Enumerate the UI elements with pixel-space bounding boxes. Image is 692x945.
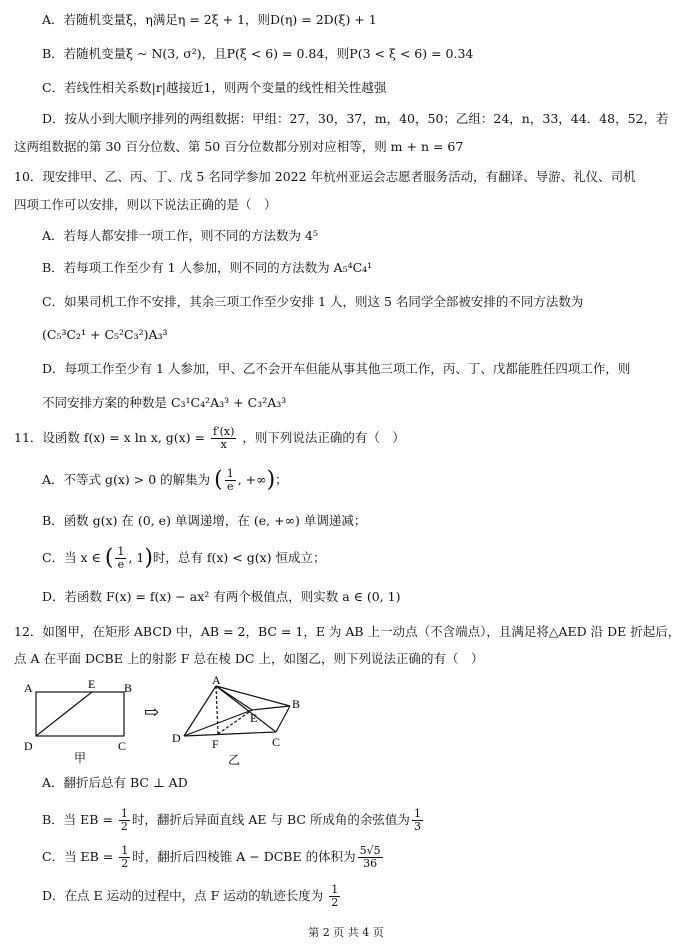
fig1-caption: 甲 — [74, 751, 87, 765]
page-footer: 第 2 页 共 4 页 — [308, 926, 384, 939]
q12-b-num2: 1 — [413, 807, 421, 820]
edge-fe-dashed — [218, 710, 252, 734]
q11-option-b: B．函数 g(x) 在 (0, e) 单调递增，在 (e, +∞) 单调递减； — [42, 513, 367, 528]
fig1-label-d: D — [24, 739, 33, 753]
fig2-label-f: F — [212, 737, 219, 751]
q12-b-num1: 1 — [120, 807, 128, 820]
q11-stem-denominator: x — [220, 438, 227, 451]
q9-option-a: A．若随机变量ξ，η满足η = 2ξ + 1，则D(η) = 2D(ξ) + 1 — [42, 12, 377, 27]
fig2-caption: 乙 — [228, 753, 241, 767]
q11-c-num: 1 — [117, 545, 125, 558]
q9-option-d-line2: 这两组数据的第 30 百分位数、第 50 百分位数都分别对应相等，则 m + n = 67 — [14, 139, 464, 154]
q12-option-c-text: C．当 EB = — [42, 849, 114, 864]
q10-option-b: B．若每项工作至少有 1 人参加，则不同的方法数为 A₅⁴C₄¹ — [42, 260, 373, 275]
open-paren: ( — [214, 467, 223, 493]
q11-option-c — [42, 546, 326, 571]
q10-option-d-line2: 不同安排方案的种数是 C₃¹C₄²A₃³ + C₃²A₃³ — [42, 395, 287, 410]
q12-option-d — [42, 884, 342, 909]
q12-option-c-mid: 时，翻折后四棱锥 A − DCBE 的体积为 — [132, 849, 356, 864]
q12-figures — [14, 674, 344, 770]
fig2-label-c: C — [272, 735, 281, 749]
close-paren: ) — [266, 467, 276, 493]
q10-stem-line1: 10．现安排甲、乙、丙、丁、戊 5 名同学参加 2022 年杭州亚运会志愿者服务活动，有翻译、导游、礼仪、司机 — [14, 169, 636, 184]
q11-option-a-end: ； — [275, 472, 288, 487]
edge-cb — [276, 706, 290, 732]
q12-c-num1: 1 — [121, 844, 129, 857]
q10-option-a: A．若每人都安排一项工作，则不同的方法数为 4⁵ — [42, 228, 318, 243]
q12-d-fraction — [329, 884, 340, 909]
q12-b-den1: 2 — [120, 820, 128, 833]
fig1-label-c: C — [118, 739, 127, 753]
q12-c-den2: 36 — [363, 857, 378, 870]
q11-a-den: e — [226, 480, 234, 493]
q10-option-d-line1: D．每项工作至少有 1 人参加，甲、乙不会开车但能从事其他三项工作，丙、丁、戊都能胜任四项工作，则 — [42, 361, 631, 376]
edge-eb — [252, 706, 290, 710]
fig2-label-d: D — [172, 731, 181, 745]
q11-stem — [14, 426, 405, 451]
q12-c-num2: 5√5 — [359, 844, 381, 857]
q9-option-c: C．若线性相关系数|r|越接近1，则两个变量的线性相关性越强 — [42, 80, 387, 95]
q11-a-num: 1 — [226, 467, 234, 480]
q9-option-b: B．若随机变量ξ ~ N(3, σ²)，且P(ξ < 6) = 0.84，则P(3 < ξ < 6) = 0.34 — [42, 46, 474, 61]
rect-abcd — [36, 692, 124, 736]
q12-b-fraction1 — [119, 808, 130, 833]
q12-d-num: 1 — [331, 883, 339, 896]
edge-dc — [184, 732, 276, 736]
q12-option-b — [42, 808, 425, 833]
fig1-label-a: A — [24, 681, 33, 695]
q12-c-den1: 2 — [121, 857, 129, 870]
q12-stem-line2: 点 A 在平面 DCBE 上的射影 F 总在棱 DC 上，如图乙，则下列说法正确的有（ ） — [14, 651, 484, 666]
q9-option-d-line1: D．按从小到大顺序排列的两组数据：甲组：27，30，37，m，40，50；乙组：24，n，33，44．48，52，若 — [42, 111, 669, 126]
q11-option-a-fraction — [225, 468, 236, 493]
q11-stem-suffix: ，则下列说法正确的有（ ） — [242, 430, 405, 445]
q12-b-den2: 3 — [413, 820, 421, 833]
open-paren: ( — [104, 545, 114, 571]
q12-option-a: A．翻折后总有 BC ⊥ AD — [42, 775, 188, 790]
q11-option-c-interval: , 1 — [128, 550, 145, 565]
q12-d-den: 2 — [331, 896, 339, 909]
q10-stem-line2: 四项工作可以安排，则以下说法正确的是（ ） — [14, 197, 277, 212]
edge-ab — [216, 686, 290, 706]
q11-option-a-text: A．不等式 g(x) > 0 的解集为 — [42, 472, 211, 487]
q12-option-b-mid: 时，翻折后异面直线 AE 与 BC 所成角的余弦值为 — [131, 812, 410, 827]
q11-option-a — [42, 468, 288, 493]
arrow-icon: ⇨ — [144, 702, 160, 722]
q12-c-fraction1 — [119, 845, 130, 870]
segment-de — [36, 692, 92, 736]
q12-c-fraction2 — [358, 845, 383, 870]
edge-af-dashed — [216, 686, 218, 734]
close-paren: ) — [144, 545, 153, 571]
q11-stem-fraction — [211, 426, 236, 451]
q10-option-c-line1: C．如果司机工作不安排，其余三项工作至少安排 1 人，则这 5 名同学全部被安排的不同方法数为 — [42, 294, 584, 309]
q11-option-a-interval: , +∞ — [237, 472, 267, 487]
q11-option-c-end: 时，总有 f(x) < g(x) 恒成立； — [152, 550, 326, 565]
q11-c-den: e — [117, 558, 125, 571]
fig2-label-b: B — [292, 697, 301, 711]
fig2-label-a: A — [212, 674, 221, 687]
q11-option-c-text: C．当 x ∈ — [42, 550, 101, 565]
q11-stem-numerator: f′(x) — [213, 425, 235, 438]
fig2-label-e: E — [250, 711, 258, 725]
q11-option-d: D．若函数 F(x) = f(x) − ax² 有两个极值点，则实数 a ∈ (0, 1) — [42, 589, 401, 604]
fig1-label-e: E — [88, 677, 96, 691]
fig1-label-b: B — [124, 681, 133, 695]
edge-ad — [184, 686, 216, 736]
q12-option-c — [42, 845, 385, 870]
q10-option-c-line2: (C₅³C₂¹ + C₅²C₃²)A₃³ — [42, 327, 168, 342]
figure-jia — [36, 692, 124, 736]
q11-option-c-fraction — [115, 546, 126, 571]
q12-option-b-text: B．当 EB = — [42, 812, 113, 827]
q12-b-fraction2 — [412, 808, 423, 833]
figure-yi — [184, 686, 290, 736]
q11-stem-prefix: 11．设函数 f(x) = x ln x, g(x) = — [14, 430, 206, 445]
q12-stem-line1: 12．如图甲，在矩形 ABCD 中，AB = 2，BC = 1，E 为 AB 上一动点（不含端点），且满足将△AED 沿 DE 折起后， — [14, 624, 681, 639]
q12-option-d-text: D．在点 E 运动的过程中，点 F 运动的轨迹长度为 — [42, 888, 324, 903]
